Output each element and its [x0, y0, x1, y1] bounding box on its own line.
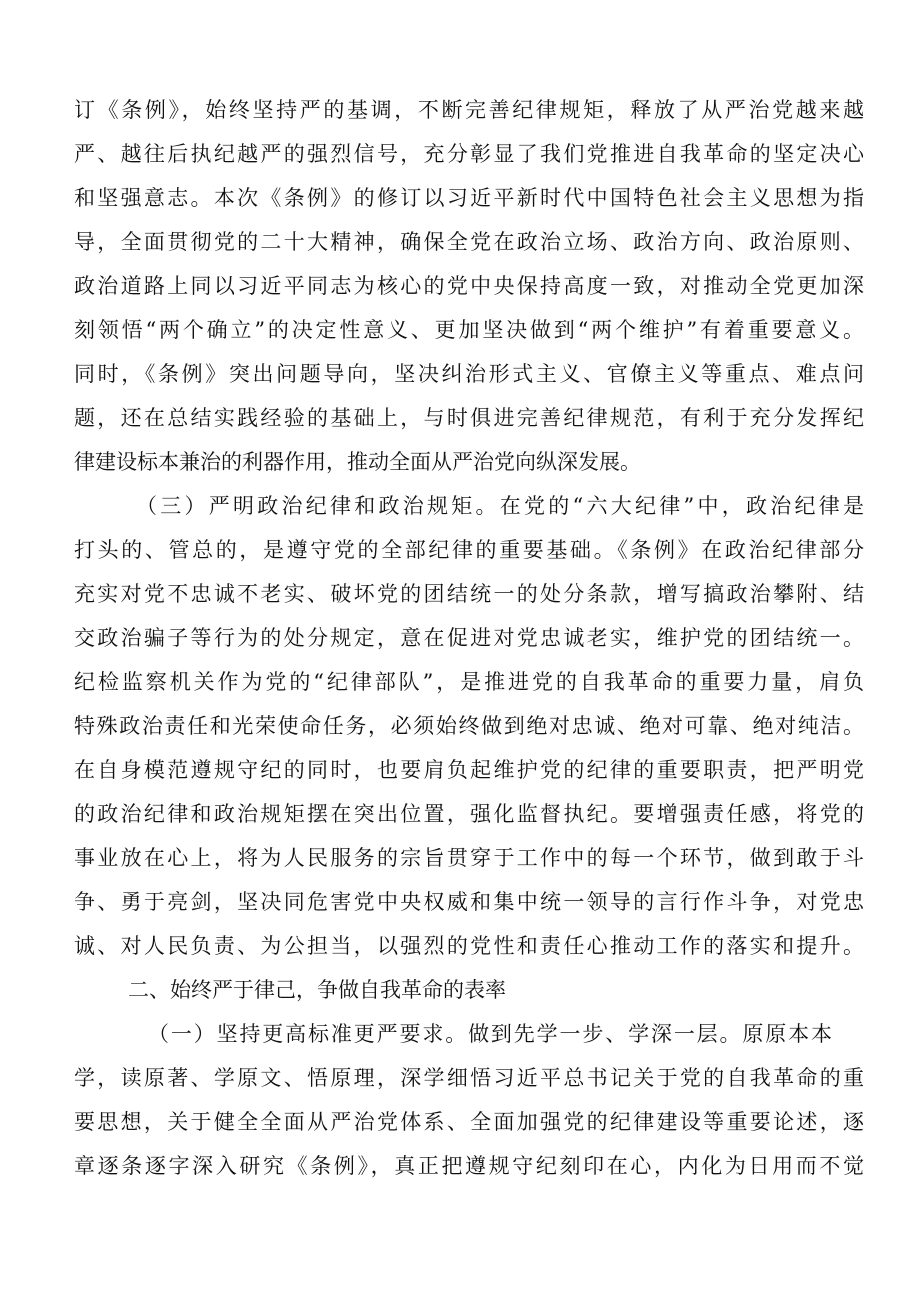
text-line: 和坚强意志。本次《条例》的修订以习近平新时代中国特色社会主义思想为指: [74, 186, 864, 210]
text-line: 章逐条逐字深入研究《条例》，真正把遵规守纪刻印在心，内化为日用而不觉: [74, 1154, 864, 1178]
text-line: 学，读原著、学原文、悟原理，深学细悟习近平总书记关于党的自我革命的重: [74, 1066, 864, 1090]
text-line: 政治道路上同以习近平同志为核心的党中央保持高度一致，对推动全党更加深: [74, 274, 864, 298]
document-body: [74, 88, 864, 1188]
text-line: 诚、对人民负责、为公担当，以强烈的党性和责任心推动工作的落实和提升。: [74, 934, 864, 958]
text-line: 律建设标本兼治的利器作用，推动全面从严治党向纵深发展。: [74, 450, 641, 474]
section-heading: 二、始终严于律己，争做自我革命的表率: [128, 978, 506, 1002]
text-line: 纪检监察机关作为党的“纪律部队”，是推进党的自我革命的重要力量，肩负: [74, 670, 864, 694]
paragraph-start-line: （一）坚持更高标准更严要求。做到先学一步、学深一层。原原本本: [148, 1022, 832, 1046]
text-line: 在自身模范遵规守纪的同时，也要肩负起维护党的纪律的重要职责，把严明党: [74, 758, 864, 782]
text-line: 的政治纪律和政治规矩摆在突出位置，强化监督执纪。要增强责任感，将党的: [74, 802, 864, 826]
text-line: 同时，《条例》突出问题导向，坚决纠治形式主义、官僚主义等重点、难点问: [74, 362, 864, 386]
text-line: 特殊政治责任和光荣使命任务，必须始终做到绝对忠诚、绝对可靠、绝对纯洁。: [74, 714, 864, 738]
text-line: 严、越往后执纪越严的强烈信号，充分彰显了我们党推进自我革命的坚定决心: [74, 142, 864, 166]
text-line: 要思想，关于健全全面从严治党体系、全面加强党的纪律建设等重要论述，逐: [74, 1110, 864, 1134]
text-line: 导，全面贯彻党的二十大精神，确保全党在政治立场、政治方向、政治原则、: [74, 230, 864, 254]
text-line: 争、勇于亮剑，坚决同危害党中央权威和集中统一领导的言行作斗争，对党忠: [74, 890, 864, 914]
text-line: 交政治骗子等行为的处分规定，意在促进对党忠诚老实，维护党的团结统一。: [74, 626, 864, 650]
text-line: 充实对党不忠诚不老实、破坏党的团结统一的处分条款，增写搞政治攀附、结: [74, 582, 864, 606]
paragraph-start-line: （三）严明政治纪律和政治规矩。在党的“六大纪律”中，政治纪律是: [136, 494, 864, 518]
text-line: 刻领悟“两个确立”的决定性意义、更加坚决做到“两个维护”有着重要意义。: [74, 318, 864, 342]
text-line: 打头的、管总的，是遵守党的全部纪律的重要基础。《条例》在政治纪律部分: [74, 538, 864, 562]
text-line: 题，还在总结实践经验的基础上，与时俱进完善纪律规范，有利于充分发挥纪: [74, 406, 864, 430]
text-line: 订《条例》，始终坚持严的基调，不断完善纪律规矩，释放了从严治党越来越: [74, 98, 864, 122]
text-line: 事业放在心上，将为人民服务的宗旨贯穿于工作中的每一个环节，做到敢于斗: [74, 846, 864, 870]
